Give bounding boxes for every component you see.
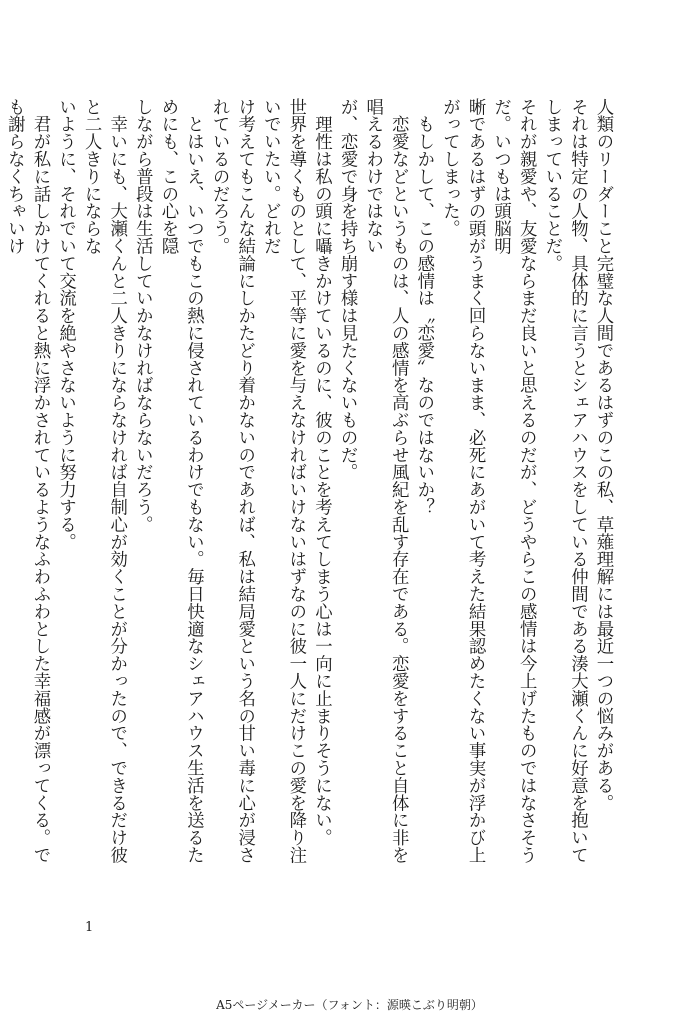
footer-caption: A5ページメーカー（フォント：源暎こぶり明朝） (216, 998, 483, 1012)
paragraph-line: とはいえ、いつでもこの熱に侵されているわけでもない。毎日快適なシェアハウス生活を送るためにも、この心を隠 (157, 98, 204, 864)
paragraph-line: それは特定の人物、具体的に言うとシェアハウスをしている仲間である湊大瀬くんに好意を抱いてしまっていることだ。 (541, 98, 588, 864)
paragraph-line: が、恋愛で身を持ち崩す様は見たくないものだ。 (337, 98, 358, 481)
paragraph-line: 恋愛などというものは、人の感情を高ぶらせ風紀を乱す存在である。恋愛をすること自体に非を唱えるわけではない (362, 98, 409, 864)
paragraph-line: 晰であるはずの頭がうまく回らないまま、必死にあがいて考えた結果認めたくない事実が浮かび上がってしまった。 (439, 98, 486, 864)
paragraph-line (0, 98, 1, 868)
paragraph-line: 君が私に話しかけてくれると熱に浮かされているようなふわふわとした幸福感が漂ってくる。でも謝らなくちゃいけ (4, 98, 50, 864)
paragraph-line: もしかして、この感情は〝恋愛〟なのではないか？ (413, 98, 434, 516)
vertical-body-text (0, 98, 615, 868)
paragraph-line: け考えてもこんな結論にしかたどり着かないのであれば、私は結局愛という名の甘い毒に心が浸されているのだろう。 (209, 98, 255, 864)
paragraph-line: 幸いにも、大瀬くんと二人きりにならなければ自制心が効くことが分かったので、できるだけ彼と二人きりにならな (81, 98, 127, 864)
paragraph-line: 世界を導くものとして、平等に愛を与えなければいけないはずなのに彼一人にだけこの愛を降り注いでいたい。どれだ (260, 98, 306, 864)
page-number: 1 (85, 920, 94, 935)
paragraph-line: いように、それでいて交流を絶やさないように努力する。 (55, 98, 76, 551)
paragraph-line: しながら普段は生活していかなければならないだろう。 (132, 98, 153, 533)
paragraph-line: 理性は私の頭に囁きかけているのに、彼のことを考えてしまう心は一向に止まりそうにない。 (311, 98, 332, 847)
paragraph-line: それが親愛や、友愛ならまだ良いと思えるのだが、どうやらこの感情は今上げたものではなさそうだ。いつもは頭脳明 (490, 98, 537, 864)
paragraph-line: 人類のリーダーこと完璧な人間であるはずのこの私、草薙理解には最近一つの悩みがある。 (593, 98, 613, 812)
